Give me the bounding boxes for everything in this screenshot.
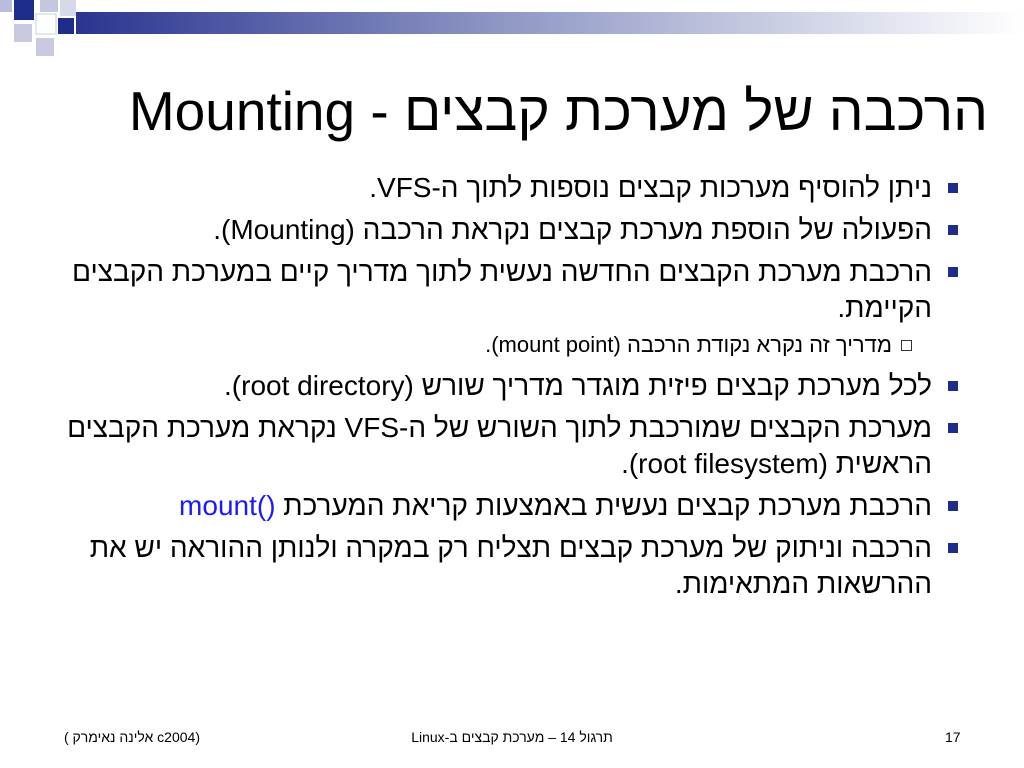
bullet-item: הרכבת מערכת הקבצים החדשה נעשית לתוך מדריך קיים במערכת הקבצים הקיימת. — [40, 254, 962, 326]
bullet-item: ניתן להוסיף מערכות קבצים נוספות לתוך ה-VFS. — [40, 170, 962, 206]
slide-title: הרכבה של מערכת קבצים - Mounting — [128, 80, 988, 142]
footer-page-number: 17 — [945, 729, 961, 745]
footer-copyright: (c2004 אלינה נאימרק ) — [64, 729, 200, 745]
bullet-item: הרכבה וניתוק של מערכת קבצים תצליח רק במקרה ולנותן ההוראה יש את ההרשאות המתאימות. — [40, 530, 962, 602]
bullet-item: הפעולה של הוספת מערכת קבצים נקראת הרכבה (Mounting). — [40, 212, 962, 248]
bullet-item — [40, 488, 962, 524]
bullet-item: לכל מערכת קבצים פיזית מוגדר מדריך שורש (root directory). — [40, 368, 962, 404]
bullet-text: הרכבת מערכת קבצים נעשית באמצעות קריאת המערכת — [283, 490, 932, 521]
mount-call-highlight: mount() — [179, 490, 276, 521]
bullet-item: מערכת הקבצים שמורכבת לתוך השורש של ה-VFS נקראת מערכת הקבצים הראשית (root filesystem). — [40, 410, 962, 482]
header-decoration — [0, 0, 1024, 60]
sub-bullet-item: מדריך זה נקרא נקודת הרכבה (mount point). — [40, 330, 962, 360]
footer-course-title: תרגול 14 – מערכת קבצים ב-Linux — [411, 729, 613, 745]
bullet-list — [40, 170, 962, 608]
